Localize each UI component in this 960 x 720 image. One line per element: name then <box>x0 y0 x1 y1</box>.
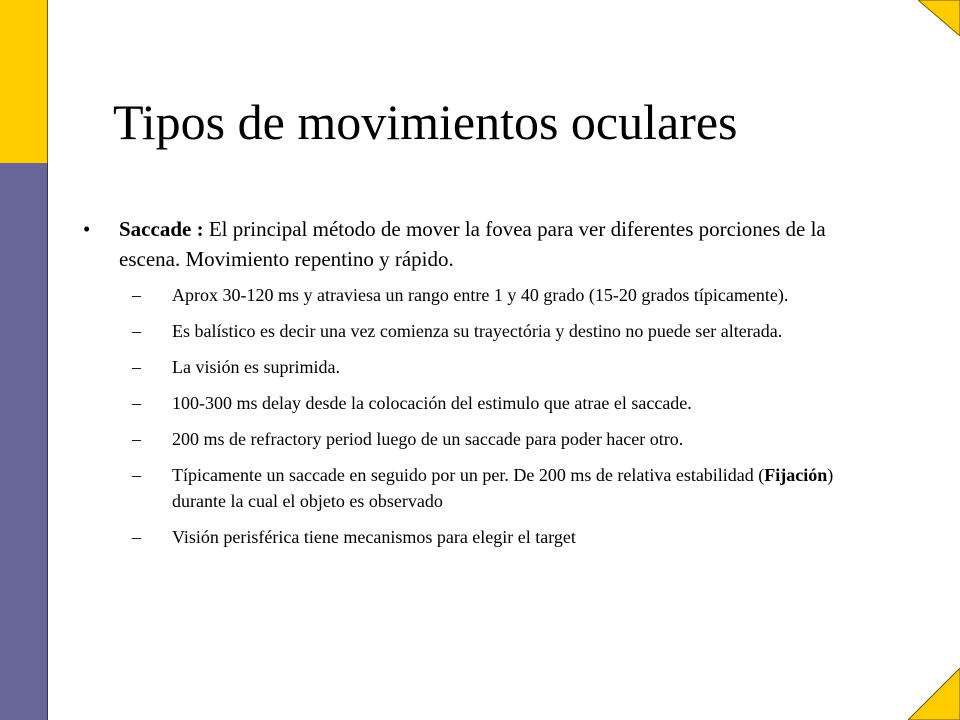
bullet-marker: • <box>83 217 91 241</box>
sub-bullet-dash: – <box>132 285 141 305</box>
slide-title: Tipos de movimientos oculares <box>113 94 738 150</box>
sub-bullet-dash: – <box>132 321 141 341</box>
slide-content <box>83 214 873 560</box>
sub-bullet-text <box>172 426 683 452</box>
sub-bullet-item <box>83 426 873 452</box>
sub-bullet-dash: – <box>132 357 141 377</box>
sub-bullet-text <box>172 282 788 308</box>
saccade-definition: El principal método de mover la fovea para ver diferentes porciones de la escena. Movimiento repentino y rápido. <box>119 217 826 271</box>
sub-bullet-text <box>172 390 692 416</box>
sub-bullet-list <box>83 282 873 550</box>
sub-bullet-text-part: La visión es suprimida. <box>172 357 340 377</box>
sub-bullet-item <box>83 524 873 550</box>
sub-bullet-dash: – <box>132 527 141 547</box>
sub-bullet-dash: – <box>132 465 141 485</box>
sub-bullet-text <box>172 354 340 380</box>
sub-bullet-item <box>83 318 873 344</box>
sub-bullet-text-part: Es balístico es decir una vez comienza su trayectória y destino no puede ser alterada. <box>172 321 783 341</box>
left-accent-bar-purple <box>0 163 48 720</box>
sub-bullet-text-part: Aprox 30-120 ms y atraviesa un rango entre 1 y 40 grado (15-20 grados típicamente). <box>172 285 789 305</box>
left-accent-bar-yellow <box>0 0 48 163</box>
sub-bullet-dash: – <box>132 429 141 449</box>
sub-bullet-text-part: ) durante la cual el objeto es observado <box>172 465 834 511</box>
main-bullet <box>83 214 873 274</box>
sub-bullet-text-part: 200 ms de refractory period luego de un saccade para poder hacer otro. <box>172 429 684 449</box>
sub-bullet-text-part: Visión perisférica tiene mecanismos para elegir el target <box>172 527 576 547</box>
saccade-term: Saccade : <box>119 217 204 241</box>
sub-bullet-text <box>172 524 576 550</box>
sub-bullet-text-part: 100-300 ms delay desde la colocación del estimulo que atrae el saccade. <box>172 393 692 413</box>
sub-bullet-dash: – <box>132 393 141 413</box>
bottom-right-corner-triangle <box>908 668 960 720</box>
sub-bullet-text <box>172 318 782 344</box>
top-right-corner-triangle <box>918 0 960 36</box>
fijacion-term: Fijación <box>764 465 828 485</box>
sub-bullet-text <box>172 462 873 514</box>
sub-bullet-item <box>83 354 873 380</box>
main-bullet-text <box>119 214 873 274</box>
sub-bullet-item <box>83 390 873 416</box>
sub-bullet-item <box>83 462 873 514</box>
sub-bullet-text-part: Típicamente un saccade en seguido por un per. De 200 ms de relativa estabilidad ( <box>172 465 765 485</box>
sub-bullet-item <box>83 282 873 308</box>
